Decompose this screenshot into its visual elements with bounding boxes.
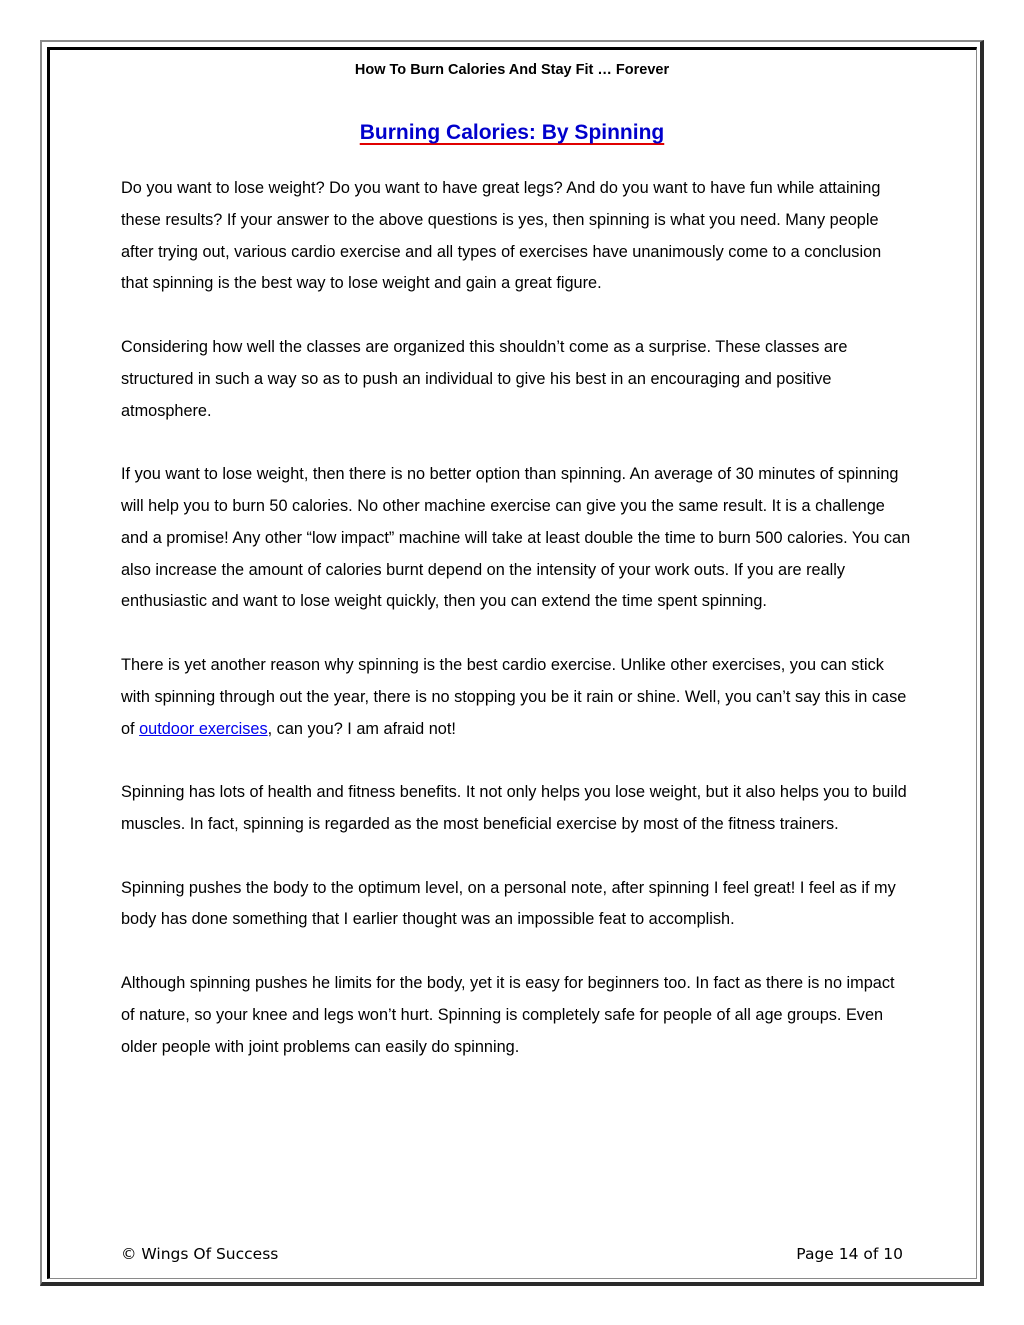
paragraph-personal-note: Spinning pushes the body to the optimum level, on a personal note, after spinning I feel great! I feel as if my body has done something that I earlier thought was an impossible feat to accomplish. bbox=[121, 878, 896, 929]
paragraph-health-benefits: Spinning has lots of health and fitness benefits. It not only helps you lose weight, but it also helps you to build muscles. In fact, spinning is regarded as the most beneficial exercise by most of the fitness trainers. bbox=[121, 783, 907, 833]
document-body bbox=[121, 173, 911, 1095]
footer-copyright: © Wings Of Success bbox=[121, 1245, 279, 1263]
outdoor-exercises-link[interactable]: outdoor exercises bbox=[139, 719, 268, 738]
footer-page-number: Page 14 of 10 bbox=[796, 1245, 903, 1263]
paragraph-lose-weight: If you want to lose weight, then there is no better option than spinning. An average of 30 minutes of spinning will help you to burn 50 calories. No other machine exercise can give you the same result. It is a challenge and a promise! Any other “low impact” machine will take at least double the time to burn 500 calories. You can also increase the amount of calories burnt depend on the intensity of your work outs. If you are really enthusiastic and want to lose weight quickly, then you can extend the time spent spinning. bbox=[121, 465, 911, 611]
paragraph-cardio-reason bbox=[121, 650, 911, 745]
paragraph-classes: Considering how well the classes are organized this shouldn’t come as a surprise. These classes are structured in such a way so as to push an individual to give his best in an encouraging and positive atmosphere. bbox=[121, 337, 848, 420]
page-title bbox=[0, 119, 1024, 149]
page-title-text: Burning Calories: By Spinning bbox=[359, 121, 665, 144]
paragraph-cardio-reason-text: There is yet another reason why spinning is the best cardio exercise. Unlike other exercises, you can stick with spinning through out the year, there is no stopping you be it rain or shine. Well, you can’t say this in case of bbox=[121, 655, 907, 738]
running-header: How To Burn Calories And Stay Fit … Forever bbox=[354, 62, 670, 78]
paragraph-beginners: Although spinning pushes he limits for the body, yet it is easy for beginners too. In fact as there is no impact of nature, so your knee and legs won’t hurt. Spinning is completely safe for people of all age groups. Even older people with joint problems can easily do spinning. bbox=[121, 973, 895, 1056]
paragraph-intro: Do you want to lose weight? Do you want to have great legs? And do you want to have fun while attaining these results? If your answer to the above questions is yes, then spinning is what you need. Many people after trying out, various cardio exercise and all types of exercises have unanimously come to a conclusion that spinning is the best way to lose weight and gain a great figure. bbox=[121, 179, 882, 293]
paragraph-cardio-reason-tail: , can you? I am afraid not! bbox=[267, 719, 456, 738]
